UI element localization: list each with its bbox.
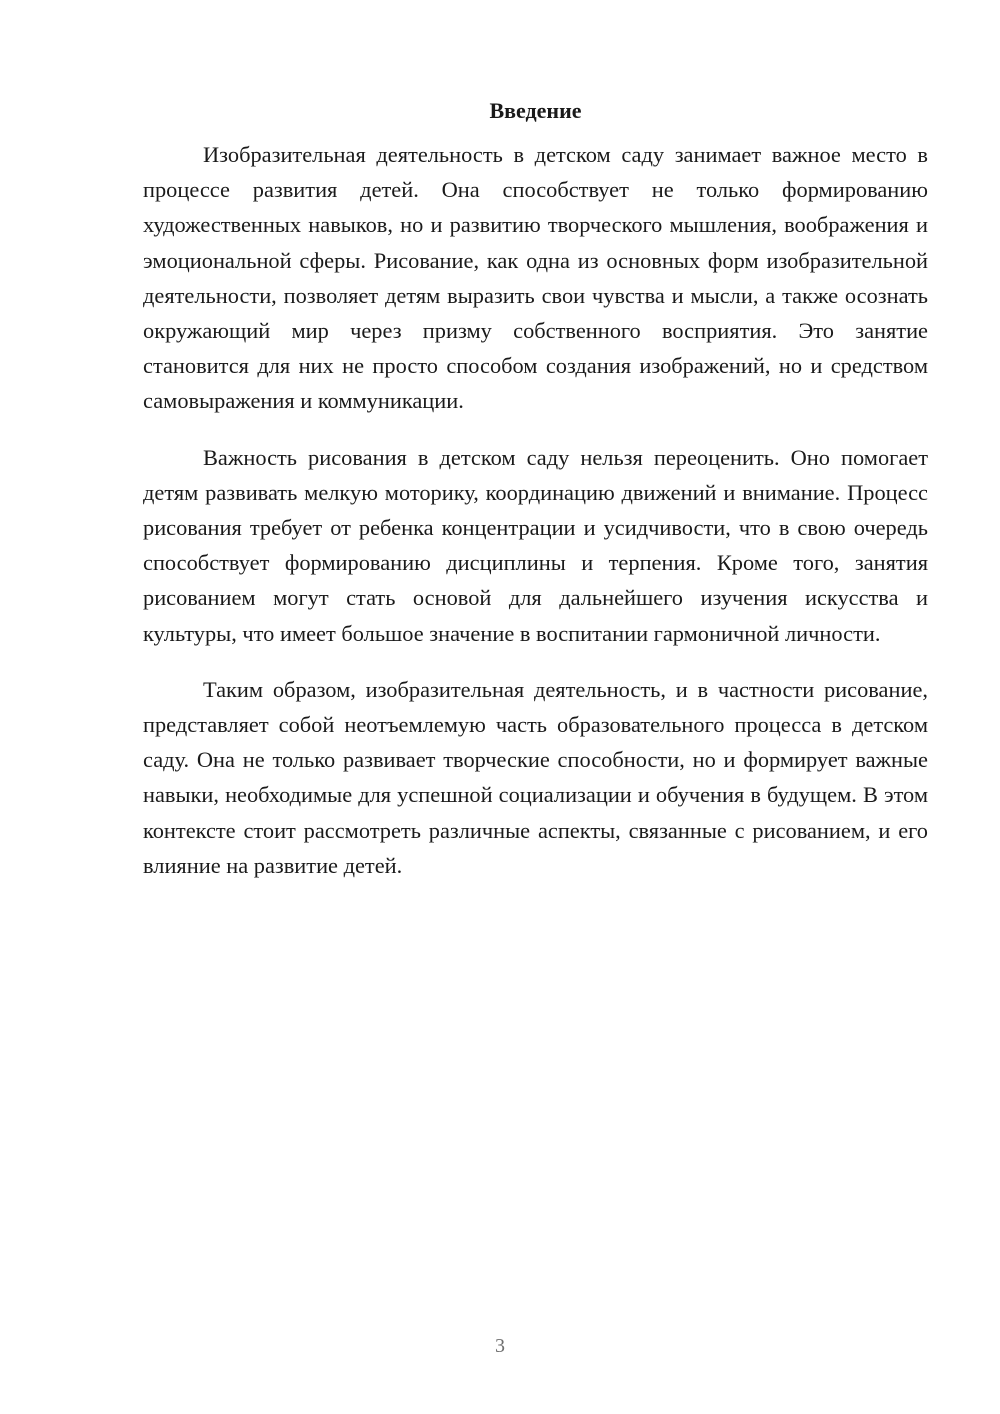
paragraph-3: Таким образом, изобразительная деятельность, и в частности рисование, представляет собой неотъемлемую часть образовательного процесса в детском саду. Она не только развивает творческие способности, но и формирует важные навыки, необходимые для успешной социализации и обучения в будущем. В этом контексте стоит рассмотреть различные аспекты, связанные с рисованием, и его влияние на развитие детей. (143, 676, 928, 878)
paragraph-2: Важность рисования в детском саду нельзя переоценить. Оно помогает детям развивать мелкую моторику, координацию движений и внимание. Процесс рисования требует от ребенка концентрации и усидчивости, что в свою очередь способствует формированию дисциплины и терпения. Кроме того, занятия рисованием могут стать основой для дальнейшего изучения искусства и культуры, что имеет большое значение в воспитании гармоничной личности. (143, 444, 928, 646)
paragraph-1: Изобразительная деятельность в детском саду занимает важное место в процессе развития детей. Она способствует не только формированию художественных навыков, но и развитию творческого мышления, воображения и эмоциональной сферы. Рисование, как одна из основных форм изобразительной деятельности, позволяет детям выразить свои чувства и мысли, а также осознать окружающий мир через призму собственного восприятия. Это занятие становится для них не просто способом создания изображений, но и средством самовыражения и коммуникации. (143, 142, 928, 414)
page-number: 3 (495, 1335, 505, 1357)
page-content (143, 96, 928, 904)
section-heading: Введение (489, 98, 582, 123)
